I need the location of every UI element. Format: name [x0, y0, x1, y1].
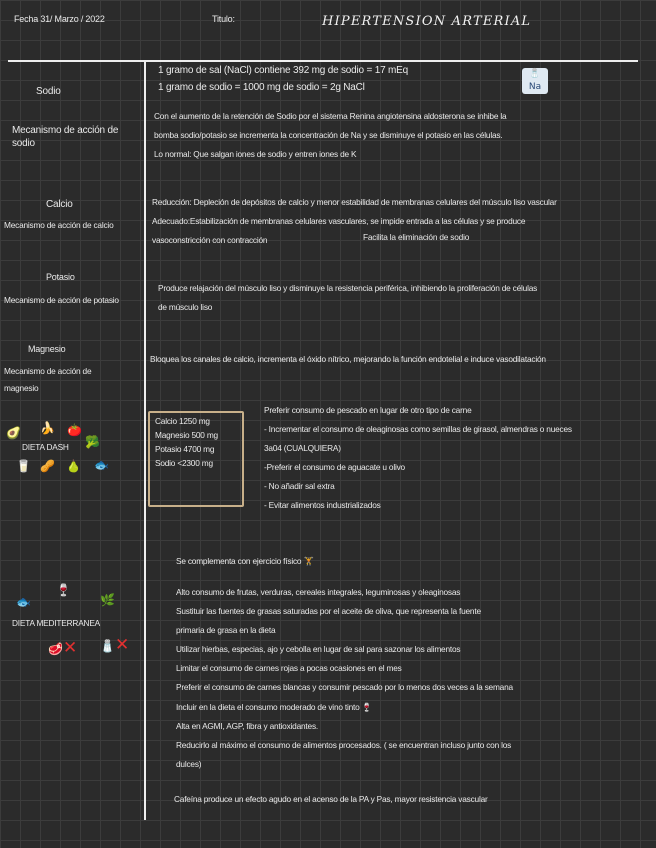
- calcio-line-3b: Facilita la eliminación de sodio: [363, 232, 470, 242]
- nuts-icon: 🥜: [40, 459, 55, 473]
- mediterranea-intro: Se complementa con ejercicio físico 🏋: [176, 556, 314, 566]
- sodio-mechanism-3: Lo normal: Que salgan iones de sodio y entren iones de K: [154, 149, 357, 159]
- dash-line-1: Preferir consumo de pescado en lugar de otro tipo de carne: [264, 405, 472, 415]
- mediterranea-line-5: Limitar el consumo de carnes rojas a pocas ocasiones en el mes: [176, 663, 402, 673]
- cafeina-note: Cafeína produce un efecto agudo en el acenso de la PA y Pas, mayor resistencia vascular: [174, 794, 488, 804]
- dash-nutrient-box: [148, 411, 244, 507]
- salt-crossed-icon: 🧂✕: [100, 635, 130, 655]
- calcio-mechanism-label: Mecanismo de acción de calcio: [4, 220, 114, 230]
- dash-sodio: Sodio <2300 mg: [155, 457, 213, 468]
- mediterranea-line-4: Utilizar hierbas, especias, ajo y cebolla en lugar de sal para sazonar los alimentos: [176, 644, 461, 654]
- magnesio-mechanism-label-1: Mecanismo de acción de: [4, 366, 92, 376]
- mediterranea-line-8: Alta en AGMI, AGP, fibra y antioxidantes.: [176, 721, 318, 731]
- avocado-icon: 🥑: [6, 426, 21, 440]
- herbs-icon: 🌿: [100, 593, 115, 607]
- wine-icon: 🍷: [361, 702, 372, 712]
- broccoli-icon: 🥦: [85, 435, 100, 449]
- sodio-mechanism-1: Con el aumento de la retención de Sodio por el sistema Renina angiotensina aldosterona se inhibe la: [154, 111, 507, 121]
- dash-line-5: - No añadir sal extra: [264, 481, 335, 491]
- milk-icon: 🥛: [16, 459, 31, 473]
- pear-icon: 🍐: [66, 459, 81, 473]
- dash-line-4: -Preferir el consumo de aguacate u olivo: [264, 462, 405, 472]
- dash-magnesio: Magnesio 500 mg: [155, 429, 218, 440]
- potasio-label: Potasio: [46, 272, 75, 282]
- mediterranea-line-6: Preferir el consumo de carnes blancas y consumir pescado por lo menos dos veces a la semana: [176, 682, 513, 692]
- title-label: Titulo:: [212, 14, 235, 24]
- sodio-mechanism-label-2: sodio: [12, 138, 35, 149]
- mediterranea-line-3: primaria de grasa en la dieta: [176, 625, 276, 635]
- mediterranea-line-1: Alto consumo de frutas, verduras, cereales integrales, leguminosas y oleaginosas: [176, 587, 461, 597]
- sodio-mechanism-2: bomba sodio/potasio se incrementa la concentración de Na y se disminuye el potasio en las células.: [154, 130, 503, 140]
- fish-icon: 🐟: [16, 595, 31, 609]
- mediterranea-line-10: dulces): [176, 759, 202, 769]
- sodio-fact-1: 1 gramo de sal (NaCl) contiene 392 mg de sodio = 17 mEq: [158, 65, 408, 76]
- potasio-line-1: Produce relajación del músculo liso y disminuye la resistencia periférica, inhibiendo la proliferación de células: [158, 283, 538, 293]
- calcio-line-3: vasoconstricción con contracción: [152, 235, 268, 245]
- dash-line-2: - Incrementar el consumo de oleaginosas como semillas de girasol, almendras o nueces: [264, 424, 572, 434]
- dash-line-6: - Evitar alimentos industrializados: [264, 500, 381, 510]
- sodio-fact-2: 1 gramo de sodio = 1000 mg de sodio = 2g NaCl: [158, 82, 365, 93]
- calcio-line-2: Adecuado:Estabilización de membranas celulares vasculares, se impide entrada a las células y se produce: [152, 216, 526, 226]
- banana-icon: 🍌: [40, 421, 55, 435]
- magnesio-mechanism-label-2: magnesio: [4, 383, 39, 393]
- calcio-line-1: Reducción: Depleción de depósitos de calcio y menor estabilidad de membranas celulares del músculo liso vascular: [152, 197, 557, 207]
- dash-potasio: Potasio 4700 mg: [155, 443, 215, 454]
- dash-line-3: 3a04 (CUALQUIERA): [264, 443, 341, 453]
- exercise-icon: 🏋: [303, 556, 314, 566]
- magnesio-label: Magnesio: [28, 344, 66, 354]
- magnesio-line-1: Bloquea los canales de calcio, incrementa el óxido nítrico, mejorando la función endotelial e induce vasodilatación: [150, 354, 546, 364]
- fish-icon: 🐟: [94, 458, 109, 472]
- header-divider: [8, 60, 638, 62]
- wine-icon: 🍷: [56, 583, 71, 597]
- mediterranea-line-7: Incluir en la dieta el consumo moderado de vino tinto 🍷: [176, 702, 372, 712]
- mediterranea-line-9: Reducirlo al máximo el consumo de alimentos procesados. ( se encuentran incluso junto con los: [176, 740, 512, 750]
- mediterranea-line-2: Sustituir las fuentes de grasas saturadas por el aceite de oliva, que representa la fuente: [176, 606, 481, 616]
- potasio-line-2: de músculo liso: [158, 302, 213, 312]
- column-divider: [144, 60, 146, 820]
- date: Fecha 31/ Marzo / 2022: [14, 14, 105, 24]
- page-title: HIPERTENSION ARTERIAL: [322, 14, 532, 29]
- salt-shaker-icon: 🧂 Na: [522, 68, 548, 94]
- calcio-label: Calcio: [46, 199, 73, 210]
- sodio-mechanism-label-1: Mecanismo de acción de: [12, 125, 119, 136]
- dash-label: DIETA DASH: [22, 442, 69, 452]
- mediterranea-label: DIETA MEDITERRANEA: [12, 618, 100, 628]
- sodio-label: Sodio: [36, 86, 61, 97]
- meat-crossed-icon: 🥩✕: [48, 638, 78, 658]
- tomato-icon: 🍅: [67, 423, 82, 437]
- dash-calcio: Calcio 1250 mg: [155, 416, 210, 426]
- potasio-mechanism-label: Mecanismo de acción de potasio: [4, 295, 119, 305]
